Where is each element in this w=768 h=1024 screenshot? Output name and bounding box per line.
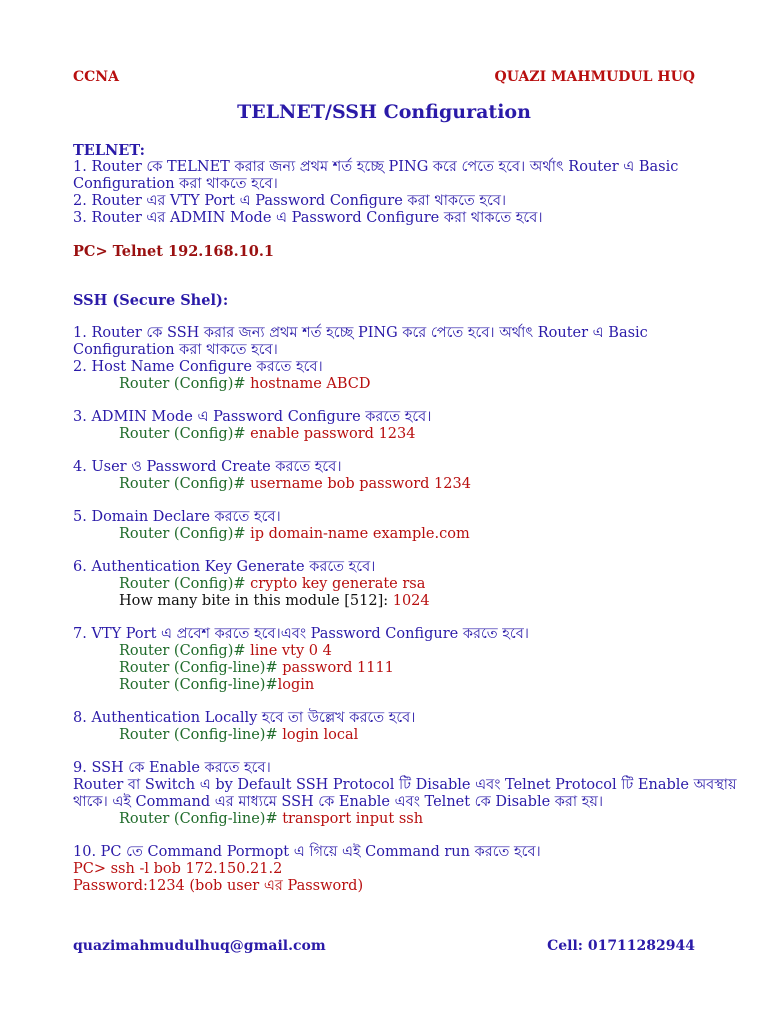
ssh-step-3: 3. ADMIN Mode এ Password Configure করতে হবে। (73, 409, 432, 425)
footer-cell: Cell: 01711282944 (547, 938, 695, 954)
ssh-cmd-8 (73, 727, 695, 744)
ssh-cmd-10a: PC> ssh -l bob 172.150.21.2 (73, 861, 283, 877)
telnet-command: PC> Telnet 192.168.10.1 (73, 243, 274, 260)
cli-prompt: Router (Config-line)# (119, 677, 278, 693)
ssh-cmd-7b (73, 660, 695, 677)
ssh-heading: SSH (Secure Shel): (73, 292, 229, 309)
cli-password: Password:1234 (73, 878, 190, 894)
cli-prompt: Router (Config-line)# (119, 660, 283, 676)
ssh-cmd-3 (73, 426, 695, 443)
cli-prompt: Router (Config)# (119, 426, 251, 442)
telnet-step-1b: Configuration করা থাকতে হবে। (73, 176, 278, 192)
page-header (73, 69, 695, 86)
ssh-step-9-note-b: থাকে। এই Command এর মাধ্যমে SSH কে Enable এবং Telnet কে Disable করা হয়। (73, 794, 604, 810)
ssh-cmd-9 (73, 811, 695, 828)
cli-prompt: Router (Config)# (119, 376, 251, 392)
ssh-step-7: 7. VTY Port এ প্রবেশ করতে হবে।এবং Password Configure করতে হবে। (73, 626, 529, 642)
telnet-heading: TELNET: (73, 142, 145, 159)
page-title: TELNET/SSH Configuration (237, 101, 531, 123)
header-right: QUAZI MAHMUDUL HUQ (494, 69, 695, 85)
ssh-step-9-note-a: Router বা Switch এ by Default SSH Protocol টি Disable এবং Telnet Protocol টি Enable অবস্থায় (73, 777, 737, 793)
telnet-step-1a: 1. Router কে TELNET করার জন্য প্রথম শর্ত হচ্ছে PING করে পেতে হবে। অর্থাৎ Router এ Basic (73, 159, 679, 175)
document-body (73, 142, 737, 895)
page-footer (73, 938, 695, 955)
cli-prompt: Router (Config-line)# (119, 811, 283, 827)
header-left: CCNA (73, 69, 119, 85)
ssh-cmd-7a (73, 643, 695, 660)
ssh-step-10: 10. PC তে Command Pormopt এ গিয়ে এই Command run করতে হবে। (73, 844, 541, 860)
telnet-step-2: 2. Router এর VTY Port এ Password Configure করা থাকতে হবে। (73, 193, 507, 209)
cli-command: enable password 1234 (250, 426, 416, 442)
ssh-cmd-5 (73, 526, 695, 543)
cli-prompt: Router (Config)# (119, 526, 251, 542)
cli-prompt: Router (Config)# (119, 643, 251, 659)
ssh-step-5: 5. Domain Declare করতে হবে। (73, 509, 281, 525)
cli-command: login local (282, 727, 359, 743)
ssh-cmd-2 (73, 376, 695, 393)
telnet-step-3: 3. Router এর ADMIN Mode এ Password Configure করা থাকতে হবে। (73, 210, 543, 226)
cli-command: password 1111 (282, 660, 394, 676)
cli-prompt: Router (Config)# (119, 576, 251, 592)
ssh-cmd-4 (73, 476, 695, 493)
cli-command: hostname ABCD (250, 376, 371, 392)
cli-answer: 1024 (392, 593, 430, 609)
cli-command: line vty 0 4 (250, 643, 332, 659)
cli-command: login (277, 677, 315, 693)
cli-password-note: (bob user এর Password) (189, 878, 364, 894)
ssh-step-2: 2. Host Name Configure করতে হবে। (73, 359, 323, 375)
ssh-step-1a: 1. Router কে SSH করার জন্য প্রথম শর্ত হচ্ছে PING করে পেতে হবে। অর্থাৎ Router এ Basic (73, 325, 648, 341)
cli-prompt: Router (Config)# (119, 476, 251, 492)
ssh-step-1b: Configuration করা থাকতে হবে। (73, 342, 278, 358)
cli-command: ip domain-name example.com (250, 526, 470, 542)
ssh-step-4: 4. User ও Password Create করতে হবে। (73, 459, 342, 475)
cli-prompt: Router (Config-line)# (119, 727, 283, 743)
cli-command: transport input ssh (282, 811, 424, 827)
cli-command: crypto key generate rsa (250, 576, 426, 592)
ssh-step-6: 6. Authentication Key Generate করতে হবে। (73, 559, 376, 575)
ssh-step-8: 8. Authentication Locally হবে তা উল্লেখ করতে হবে। (73, 710, 416, 726)
ssh-cmd-6 (73, 576, 695, 593)
cli-command: username bob password 1234 (250, 476, 471, 492)
cli-question: How many bite in this module [512]: (119, 593, 393, 609)
ssh-cmd-10b (73, 878, 695, 895)
footer-email: quazimahmudulhuq@gmail.com (73, 938, 326, 954)
ssh-step-9: 9. SSH কে Enable করতে হবে। (73, 760, 271, 776)
ssh-cmd-7c (73, 677, 695, 694)
ssh-cmd-6-question (73, 593, 695, 610)
